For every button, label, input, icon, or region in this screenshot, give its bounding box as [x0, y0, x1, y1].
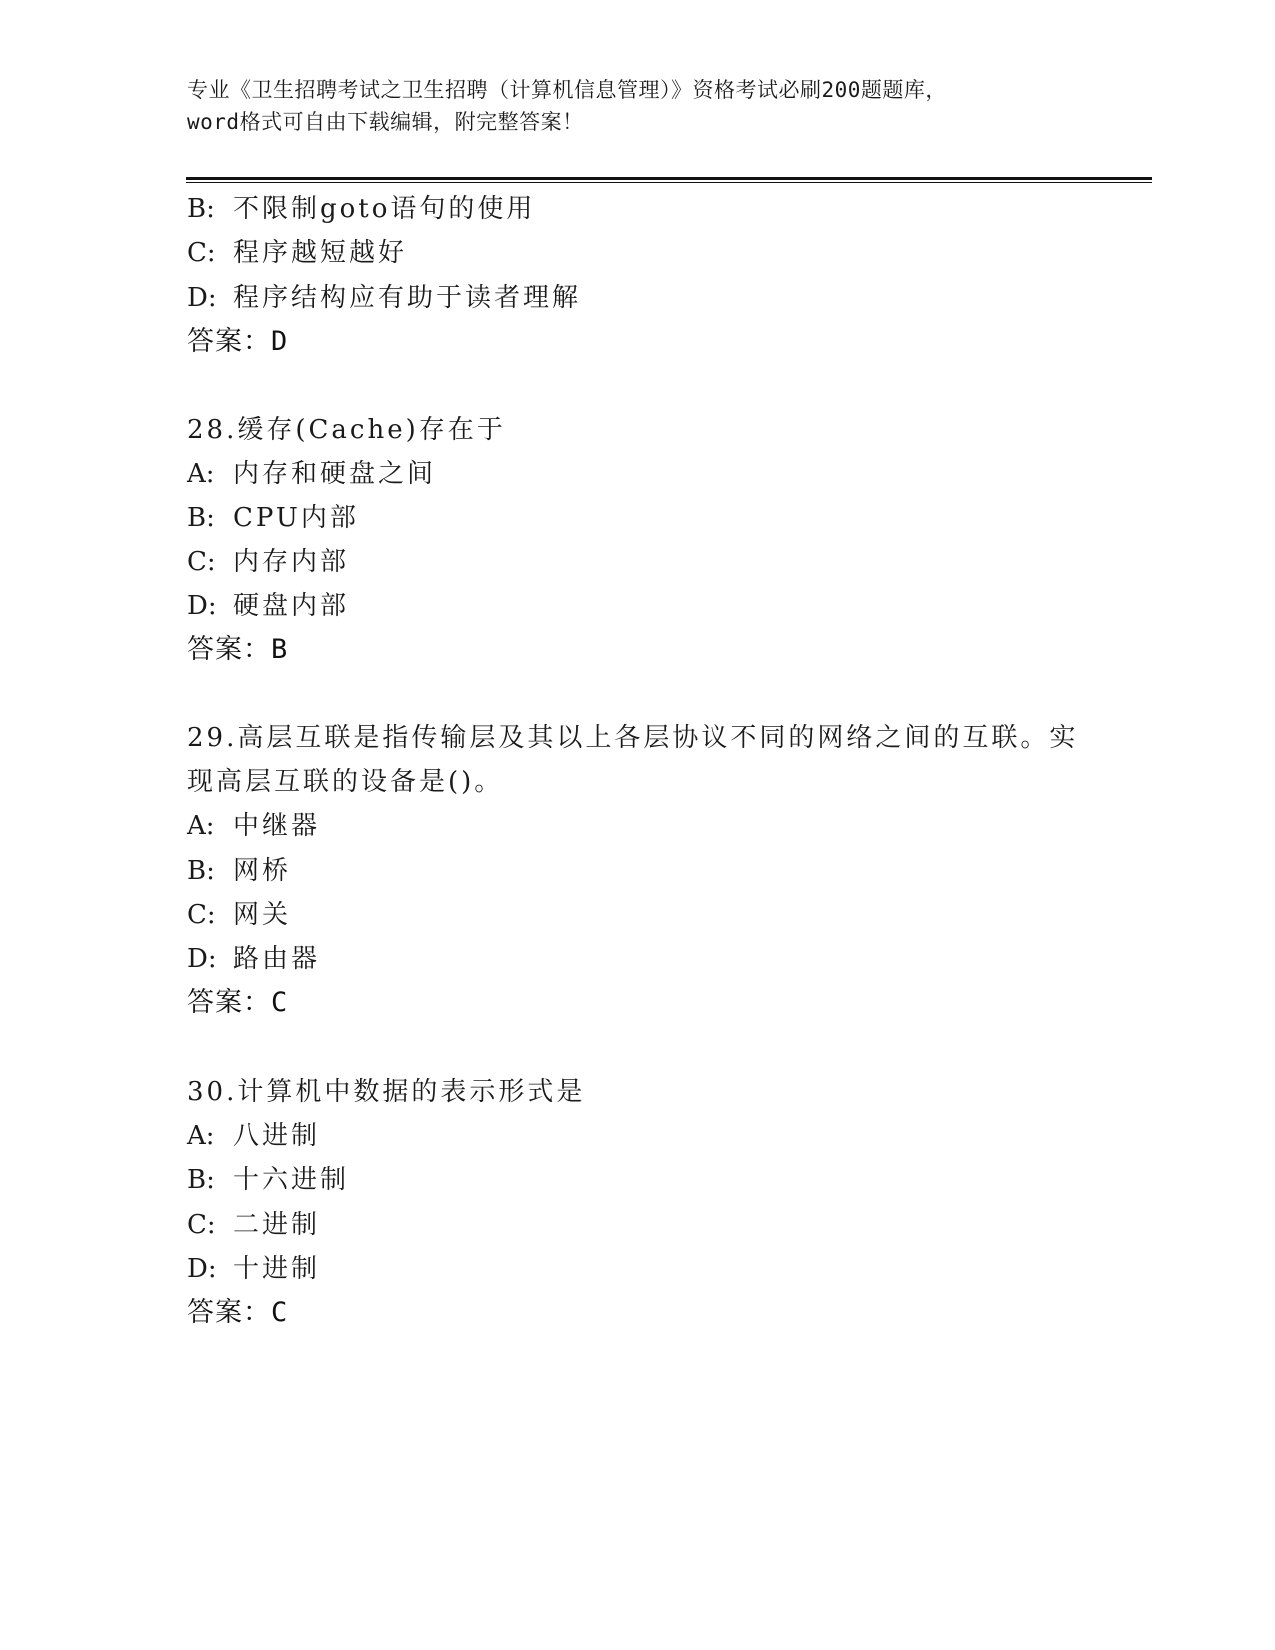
page-header: [187, 74, 1087, 138]
q29-option-d: D: 路由器: [187, 944, 321, 974]
q29-option-a: A: 中继器: [187, 811, 321, 841]
q30-stem: 30.计算机中数据的表示形式是: [187, 1077, 586, 1107]
q28-answer: 答案：B: [187, 634, 289, 665]
q29-stem-line-2: 现高层互联的设备是()。: [187, 767, 504, 797]
q30-answer: 答案：C: [187, 1297, 289, 1328]
q28-option-d: D: 硬盘内部: [187, 591, 350, 621]
q29-option-b: B: 网桥: [187, 856, 292, 886]
q30-option-c: C: 二进制: [187, 1210, 321, 1240]
q27-option-b: B: 不限制goto语句的使用: [187, 194, 536, 224]
q29-stem-line-1: 29.高层互联是指传输层及其以上各层协议不同的网络之间的互联。实: [187, 723, 1079, 753]
q28-option-b: B: CPU内部: [187, 503, 359, 533]
q28-option-a: A: 内存和硬盘之间: [187, 459, 437, 489]
header-rule-thick: [186, 177, 1152, 180]
q30-option-a: A: 八进制: [187, 1121, 321, 1151]
q29-option-c: C: 网关: [187, 900, 292, 930]
header-rule-thin: [186, 182, 1152, 183]
q27-option-d: D: 程序结构应有助于读者理解: [187, 283, 582, 313]
q27-answer: 答案：D: [187, 326, 289, 357]
q28-stem: 28.缓存(Cache)存在于: [187, 415, 506, 445]
q28-option-c: C: 内存内部: [187, 547, 350, 577]
q27-option-c: C: 程序越短越好: [187, 238, 408, 268]
header-line-1: 专业《卫生招聘考试之卫生招聘（计算机信息管理）》资格考试必刷200题题库，: [187, 78, 947, 102]
q29-answer: 答案：C: [187, 987, 289, 1018]
q30-option-b: B: 十六进制: [187, 1165, 350, 1195]
q30-option-d: D: 十进制: [187, 1254, 321, 1284]
header-line-2: word格式可自由下载编辑，附完整答案！: [187, 110, 584, 134]
